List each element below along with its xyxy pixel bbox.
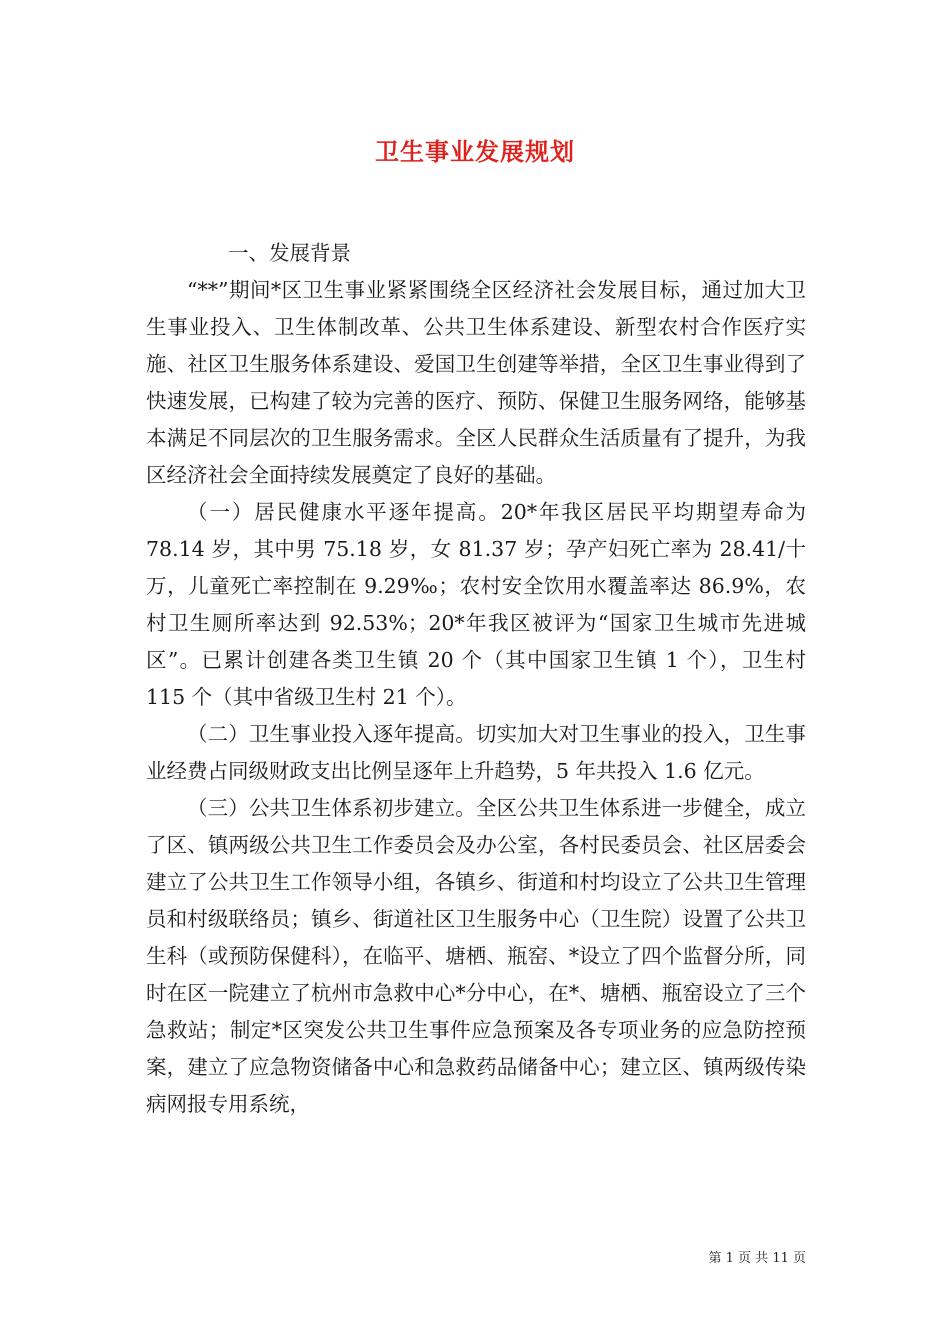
paragraph-health-level: （一）居民健康水平逐年提高。20*年我区居民平均期望寿命为 78.14 岁，其中男 75.18 岁，女 81.37 岁；孕产妇死亡率为 28.41/十万，儿童死亡率控制在 9.29‰；农村安全饮用水覆盖率达 86.9%，农村卫生厕所率达到 92.53%；20*年我区被评为“国家卫生城市先进城区”。已累计创建各类卫生镇 20 个（其中国家卫生镇 1 个），卫生村 115 个（其中省级卫生村 21 个）。 bbox=[146, 500, 806, 709]
document-title: 卫生事业发展规划 bbox=[375, 137, 575, 166]
paragraph-background: “**”期间*区卫生事业紧紧围绕全区经济社会发展目标，通过加大卫生事业投入、卫生体制改革、公共卫生体系建设、新型农村合作医疗实施、社区卫生服务体系建设、爱国卫生创建等举措，全区卫生事业得到了快速发展，已构建了较为完善的医疗、预防、保健卫生服务网络，能够基本满足不同层次的卫生服务需求。全区人民群众生活质量有了提升，为我区经济社会全面持续发展奠定了良好的基础。 bbox=[146, 278, 806, 487]
paragraph-public-health-system: （三）公共卫生体系初步建立。全区公共卫生体系进一步健全，成立了区、镇两级公共卫生工作委员会及办公室，各村民委员会、社区居委会建立了公共卫生工作领导小组，各镇乡、街道和村均设立了公共卫生管理员和村级联络员；镇乡、街道社区卫生服务中心（卫生院）设置了公共卫生科（或预防保健科），在临平、塘栖、瓶窑、*设立了四个监督分所，同时在区一院建立了杭州市急救中心*分中心，在*、塘栖、瓶窑设立了三个急救站；制定*区突发公共卫生事件应急预案及各专项业务的应急防控预案，建立了应急物资储备中心和急救药品储备中心；建立区、镇两级传染病网报专用系统， bbox=[146, 796, 806, 1116]
page-number-footer: 第 1 页 共 11 页 bbox=[708, 1251, 806, 1266]
paragraph-investment: （二）卫生事业投入逐年提高。切实加大对卫生事业的投入，卫生事业经费占同级财政支出比例呈逐年上升趋势，5 年共投入 1.6 亿元。 bbox=[146, 722, 806, 783]
section-heading: 一、发展背景 bbox=[228, 241, 351, 265]
document-body bbox=[146, 235, 806, 1123]
